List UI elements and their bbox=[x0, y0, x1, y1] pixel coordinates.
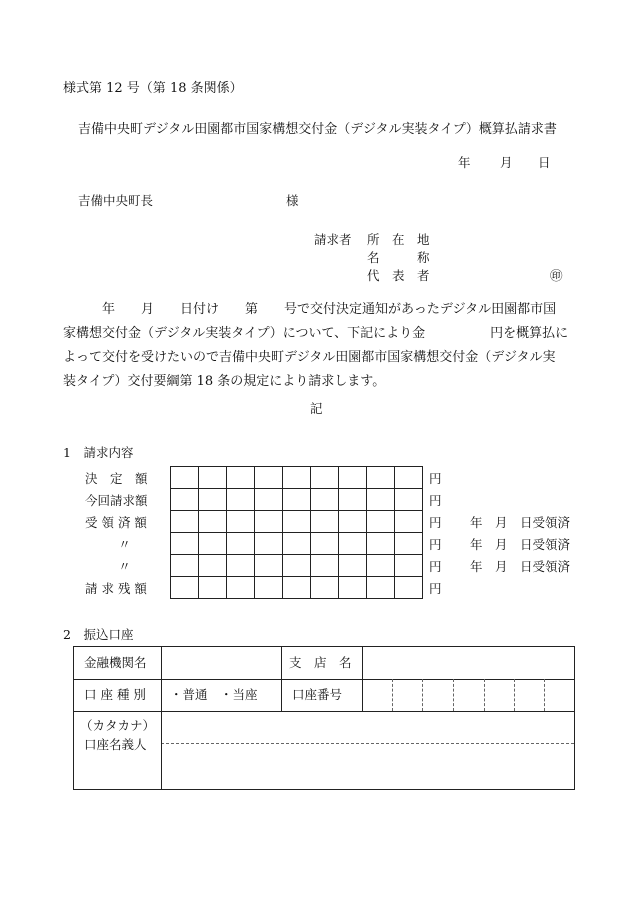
amount-digit-cell[interactable] bbox=[199, 489, 227, 511]
body-line: 家構想交付金（デジタル実装タイプ）について、下記により金 円を概算払に bbox=[63, 326, 569, 341]
amount-digit-cell[interactable] bbox=[395, 511, 423, 533]
amount-digit-cell[interactable] bbox=[283, 489, 311, 511]
yen-unit: 円 bbox=[429, 536, 442, 552]
page-title: 吉備中央町デジタル田園都市国家構想交付金（デジタル実装タイプ）概算払請求書 bbox=[78, 122, 557, 137]
amount-digit-cell[interactable] bbox=[311, 489, 339, 511]
seal-mark: ㊞ bbox=[550, 268, 563, 283]
form-id: 様式第 12 号（第 18 条関係） bbox=[63, 81, 243, 96]
amount-digit-cell[interactable] bbox=[311, 467, 339, 489]
amount-digit-cell[interactable] bbox=[227, 489, 255, 511]
amount-digit-cell[interactable] bbox=[227, 467, 255, 489]
date-month: 月 bbox=[500, 155, 513, 170]
amount-digit-cell[interactable] bbox=[255, 533, 283, 555]
claimant-representative-label: 代 表 者 bbox=[367, 268, 430, 283]
amount-digit-cell[interactable] bbox=[339, 489, 367, 511]
amount-table bbox=[63, 466, 572, 599]
amount-digit-cell[interactable] bbox=[227, 533, 255, 555]
amount-digit-cell[interactable] bbox=[171, 533, 199, 555]
amount-digit-cell[interactable] bbox=[339, 533, 367, 555]
body-line: 装タイプ）交付要綱第 18 条の規定により請求します。 bbox=[63, 374, 386, 389]
body-line: よって交付を受けたいので吉備中央町デジタル田園都市国家構想交付金（デジタル実 bbox=[63, 350, 556, 365]
amount-digit-cell[interactable] bbox=[311, 533, 339, 555]
claimant-address-label: 所 在 地 bbox=[367, 232, 430, 247]
amount-row bbox=[63, 511, 571, 533]
amount-row-label: 〃 bbox=[118, 558, 131, 574]
request-body bbox=[63, 298, 573, 394]
date-year: 年 bbox=[458, 155, 471, 170]
amount-digit-cell[interactable] bbox=[283, 533, 311, 555]
account-type-options: ・普通 ・当座 bbox=[170, 687, 258, 702]
amount-digit-cell[interactable] bbox=[255, 555, 283, 577]
account-type-label: 口 座 種 別 bbox=[84, 687, 146, 702]
amount-row-label: 決 定 額 bbox=[85, 470, 148, 486]
amount-digit-cell[interactable] bbox=[395, 555, 423, 577]
receipt-date-note: 年 月 日受領済 bbox=[470, 558, 571, 574]
yen-unit: 円 bbox=[429, 580, 442, 596]
yen-unit: 円 bbox=[429, 558, 442, 574]
amount-digit-cell[interactable] bbox=[311, 577, 339, 599]
amount-row bbox=[63, 555, 571, 577]
amount-digit-cell[interactable] bbox=[255, 467, 283, 489]
kana-label: （カタカナ） bbox=[80, 718, 156, 733]
amount-digit-cell[interactable] bbox=[339, 577, 367, 599]
amount-row bbox=[63, 467, 571, 489]
amount-digit-cell[interactable] bbox=[199, 577, 227, 599]
addressee-honorific: 様 bbox=[286, 193, 299, 208]
amount-row bbox=[63, 489, 571, 511]
amount-digit-cell[interactable] bbox=[171, 577, 199, 599]
amount-digit-cell[interactable] bbox=[283, 467, 311, 489]
receipt-date-note bbox=[470, 467, 571, 489]
receipt-date-note bbox=[470, 489, 571, 511]
amount-digit-cell[interactable] bbox=[255, 511, 283, 533]
amount-digit-cell[interactable] bbox=[311, 511, 339, 533]
amount-digit-cell[interactable] bbox=[199, 533, 227, 555]
amount-digit-cell[interactable] bbox=[339, 511, 367, 533]
amount-row bbox=[63, 577, 571, 599]
amount-digit-cell[interactable] bbox=[255, 489, 283, 511]
amount-row-label: 〃 bbox=[118, 536, 131, 552]
section2-heading: 2 振込口座 bbox=[63, 627, 134, 642]
branch-label: 支 店 名 bbox=[289, 655, 352, 670]
amount-row bbox=[63, 533, 571, 555]
amount-digit-cell[interactable] bbox=[367, 533, 395, 555]
amount-row-label: 今回請求額 bbox=[85, 492, 148, 508]
receipt-date-note bbox=[470, 577, 571, 599]
amount-digit-cell[interactable] bbox=[171, 555, 199, 577]
amount-digit-cell[interactable] bbox=[283, 511, 311, 533]
amount-digit-cell[interactable] bbox=[227, 577, 255, 599]
amount-digit-cell[interactable] bbox=[199, 511, 227, 533]
amount-digit-cell[interactable] bbox=[199, 555, 227, 577]
amount-digit-cell[interactable] bbox=[339, 467, 367, 489]
amount-digit-cell[interactable] bbox=[339, 555, 367, 577]
amount-digit-cell[interactable] bbox=[395, 533, 423, 555]
yen-unit: 円 bbox=[429, 470, 442, 486]
amount-digit-cell[interactable] bbox=[171, 511, 199, 533]
amount-digit-cell[interactable] bbox=[171, 467, 199, 489]
bank-name-label: 金融機関名 bbox=[84, 655, 147, 670]
ki-heading: 記 bbox=[310, 401, 323, 416]
receipt-date-note: 年 月 日受領済 bbox=[470, 514, 571, 530]
amount-digit-cell[interactable] bbox=[367, 555, 395, 577]
claimant-heading: 請求者 bbox=[314, 232, 352, 247]
amount-digit-cell[interactable] bbox=[171, 489, 199, 511]
amount-digit-cell[interactable] bbox=[367, 489, 395, 511]
amount-digit-cell[interactable] bbox=[227, 511, 255, 533]
amount-digit-cell[interactable] bbox=[395, 577, 423, 599]
amount-digit-cell[interactable] bbox=[367, 467, 395, 489]
amount-row-label: 受 領 済 額 bbox=[85, 514, 147, 530]
amount-digit-cell[interactable] bbox=[311, 555, 339, 577]
body-line: 年 月 日付け 第 号で交付決定通知があったデジタル田園都市国 bbox=[63, 302, 557, 317]
amount-digit-cell[interactable] bbox=[283, 555, 311, 577]
amount-digit-cell[interactable] bbox=[395, 489, 423, 511]
receipt-date-note: 年 月 日受領済 bbox=[470, 536, 571, 552]
amount-digit-cell[interactable] bbox=[367, 577, 395, 599]
section1-heading: 1 請求内容 bbox=[63, 445, 134, 460]
amount-digit-cell[interactable] bbox=[283, 577, 311, 599]
account-number-label: 口座番号 bbox=[292, 687, 343, 702]
amount-row-label: 請 求 残 額 bbox=[85, 580, 147, 596]
amount-digit-cell[interactable] bbox=[227, 555, 255, 577]
date-day: 日 bbox=[538, 155, 551, 170]
yen-unit: 円 bbox=[429, 514, 442, 530]
amount-digit-cell[interactable] bbox=[255, 577, 283, 599]
amount-digit-cell[interactable] bbox=[199, 467, 227, 489]
amount-digit-cell[interactable] bbox=[395, 467, 423, 489]
bank-account-table bbox=[73, 646, 575, 790]
claimant-name-label: 名 称 bbox=[367, 250, 430, 265]
account-holder-label: 口座名義人 bbox=[84, 737, 147, 752]
addressee-name: 吉備中央町長 bbox=[78, 193, 154, 208]
amount-digit-cell[interactable] bbox=[367, 511, 395, 533]
yen-unit: 円 bbox=[429, 492, 442, 508]
